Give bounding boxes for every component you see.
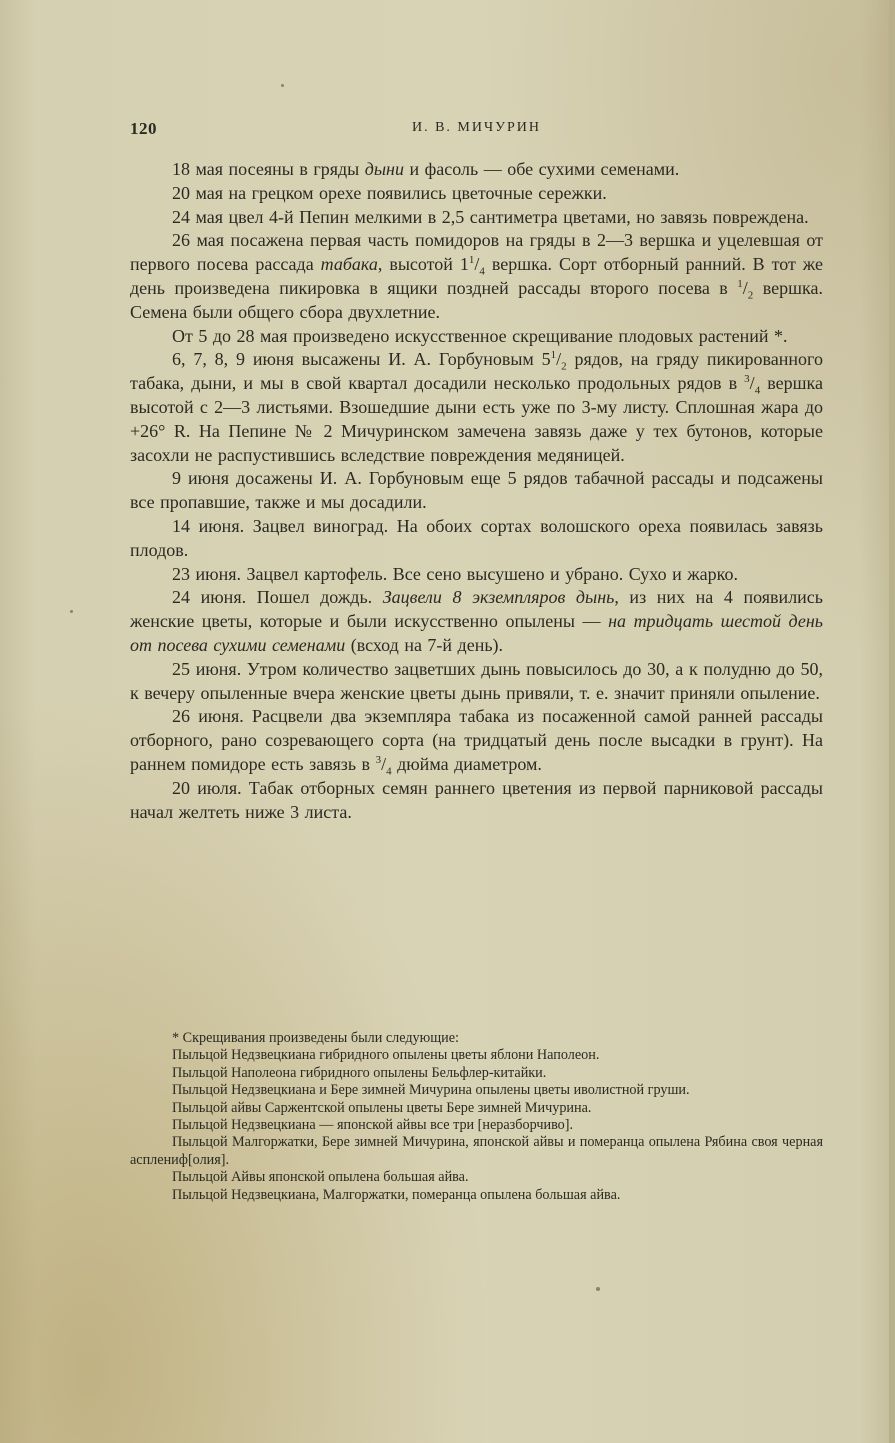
footnote-line: * Скрещивания произведены были следующие:	[172, 1030, 459, 1046]
footnote-line: Пыльцой Недзвецкиана, Малгоржатки, померанца опылена большая айва.	[172, 1186, 621, 1203]
paper-speck	[281, 84, 284, 87]
footnote-line: Пыльцой Айвы японской опылена большая айва.	[172, 1169, 469, 1186]
page-number: 120	[130, 119, 157, 138]
page-header	[130, 119, 823, 143]
paragraph-june-25: 25 июня. Утром количество зацветших дынь повысилось до 30, а к полудню до 50, к вечеру опыленные вчера женские цветы дынь привяли, т. е. значит приняли опыление.	[130, 658, 823, 703]
paragraph-may-18: 18 мая посеяны в гряды дыни и фасоль — обе сухими семенами.	[172, 159, 680, 179]
paragraph-june-9: 9 июня досажены И. А. Горбуновым еще 5 рядов табачной рассады и подсажены все пропавшие, также и мы досадили.	[130, 468, 823, 513]
footnote-line: Пыльцой Недзвецкиана — японской айвы все три [неразборчиво].	[172, 1117, 574, 1134]
paper-speck	[70, 610, 73, 613]
paragraph-may-24: 24 мая цвел 4-й Пепин мелкими в 2,5 сантиметра цветами, но завязь повреждена.	[172, 206, 809, 227]
diary-text	[130, 158, 823, 824]
paragraph-june-24: 24 июня. Пошел дождь. Зацвели 8 экземпляров дынь, из них на 4 появились женские цветы, которые и были искусственно опылены — на тридцать шестой день от посева сухими семенами (всход на 7-й день).	[130, 587, 824, 655]
paragraph-july-20: 20 июля. Табак отборных семян раннего цветения из первой парниковой рассады начал желтеть ниже 3 листа.	[130, 777, 823, 822]
footnote-line: Пыльцой Малгоржатки, Бере зимней Мичурина, японской айвы и померанца опылена Рябина своя черная асплениф[олия].	[130, 1134, 823, 1168]
footnote-line: Пыльцой Наполеона гибридного опылены Бельфлер-китайки.	[172, 1064, 547, 1081]
footnotes	[130, 1030, 823, 1204]
paragraph-june-14: 14 июня. Зацвел виноград. На обоих сортах волошского ореха появилась завязь плодов.	[130, 515, 823, 560]
paragraph-may-26: 26 мая посажена первая часть помидоров на гряды в 2—3 вершка и уцелевшая от первого посева рассада табака, высотой $1^1/_4$ вершка. Сорт отборный ранний. В тот же день произведена пикировка в ящики поздней рассады второго посева в $^1/_2$ вершка. Семена были общего сбора двухлетние.	[130, 230, 823, 322]
paragraph-june-26: 26 июня. Расцвели два экземпляра табака из посаженной самой ранней рассады отборного, рано созревающего сорта (на тридцатый день после высадки в грунт). На раннем помидоре есть завязь в $^3/_4$ дюйма диаметром.	[130, 706, 823, 778]
footnote-line: Пыльцой Недзвецкиана и Бере зимней Мичурина опылены цветы иволистной груши.	[172, 1082, 690, 1099]
paragraph-june-6-9: 6, 7, 8, 9 июня высажены И. А. Горбуновым $5^1/_2$ рядов, на гряду пикированного табака, дыни, и мы в свой квартал досадили несколько продольных рядов в $^3/_4$ вершка высотой с 2—3 листьями. Взошедшие дыни есть уже по 3-му листу. Сплошная жара до +26° R. На Пепине № 2 Мичуринском замечена завязь даже у тех бутонов, которые засохли не распустившись вследствие повреждения медяницей.	[130, 349, 823, 465]
paragraph-may-5-28: От 5 до 28 мая произведено искусственное скрещивание плодовых растений *.	[172, 325, 788, 346]
paragraph-may-20: 20 мая на грецком орехе появились цветочные сережки.	[172, 182, 607, 203]
footnote-line: Пыльцой айвы Саржентской опылены цветы Бере зимней Мичурина.	[172, 1099, 592, 1116]
running-head: И. В. МИЧУРИН	[411, 120, 542, 135]
paragraph-june-23: 23 июня. Зацвел картофель. Все сено высушено и убрано. Сухо и жарко.	[172, 563, 738, 584]
footnote-line: Пыльцой Недзвецкиана гибридного опылены цветы яблони Наполеон.	[172, 1047, 600, 1064]
paper-speck	[596, 1287, 600, 1291]
